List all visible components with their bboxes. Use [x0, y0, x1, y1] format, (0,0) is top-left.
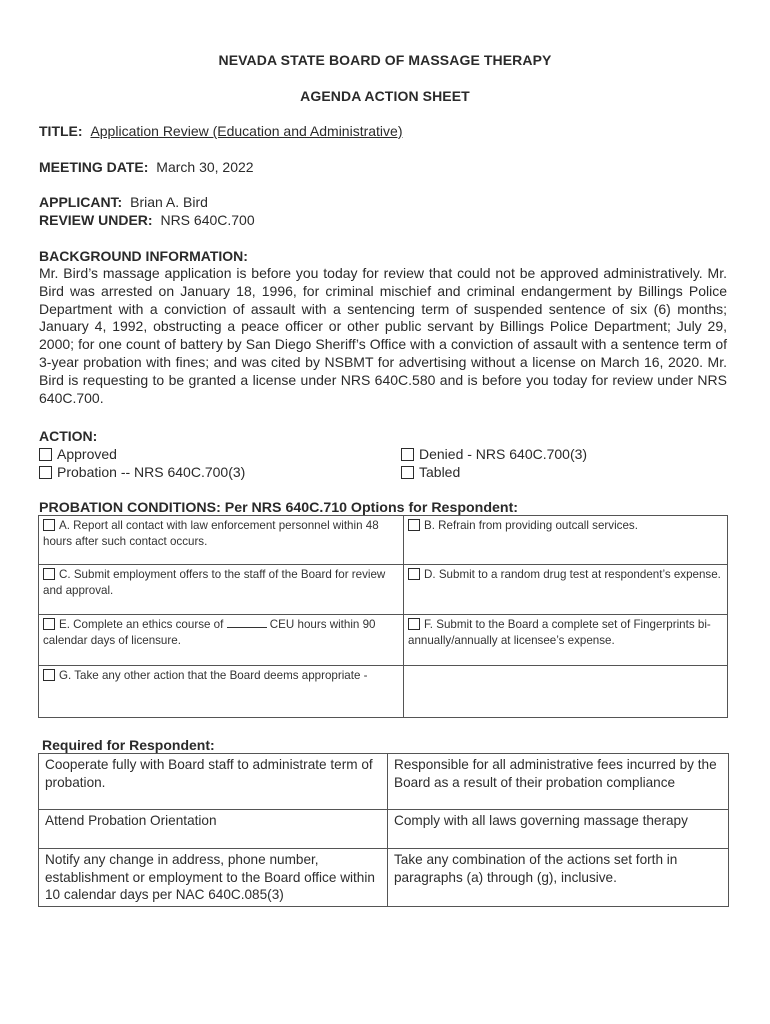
board-name: NEVADA STATE BOARD OF MASSAGE THERAPY [218, 52, 552, 68]
meeting-date-value: March 30, 2022 [156, 159, 254, 175]
tabled-label: Tabled [419, 464, 461, 480]
approved-checkbox[interactable] [39, 448, 52, 461]
condition-a-checkbox[interactable] [43, 519, 55, 531]
ceu-hours-blank[interactable] [227, 627, 267, 628]
condition-d-checkbox[interactable] [408, 568, 420, 580]
applicant-label: APPLICANT: [39, 194, 123, 210]
approved-label: Approved [57, 446, 117, 462]
action-tabled [401, 464, 460, 480]
condition-b-text: B. Refrain from providing outcall services. [424, 519, 638, 532]
probation-conditions-table [38, 515, 728, 718]
probation-label: Probation -- NRS 640C.700(3) [57, 464, 246, 480]
condition-g-text: G. Take any other action that the Board deems appropriate - [59, 669, 368, 682]
condition-b [404, 516, 728, 565]
condition-f-text: F. Submit to the Board a complete set of Fingerprints bi-annually/annually at licensee’s expense. [408, 618, 711, 647]
sheet-title: AGENDA ACTION SHEET [300, 88, 470, 104]
denied-label: Denied - NRS 640C.700(3) [419, 446, 588, 462]
condition-g-checkbox[interactable] [43, 669, 55, 681]
condition-c-text: C. Submit employment offers to the staff of the Board for review and approval. [43, 568, 386, 597]
condition-e-text-start: E. Complete an ethics course of [59, 618, 224, 631]
condition-a-text: A. Report all contact with law enforcement personnel within 48 hours after such contact occurs. [43, 519, 379, 548]
tabled-checkbox[interactable] [401, 466, 414, 479]
condition-f-checkbox[interactable] [408, 618, 420, 630]
required-table [38, 753, 729, 907]
action-approved [39, 446, 117, 462]
review-under-line [39, 212, 255, 228]
required-cell: Attend Probation Orientation [39, 810, 388, 849]
condition-a [39, 516, 404, 565]
required-cell: Take any combination of the actions set forth in paragraphs (a) through (g), inclusive. [388, 849, 729, 907]
condition-c [39, 565, 404, 615]
condition-e [39, 615, 404, 666]
required-cell: Notify any change in address, phone number, establishment or employment to the Board office within 10 calendar days per NAC 640C.085(3) [39, 849, 388, 907]
required-cell: Responsible for all administrative fees incurred by the Board as a result of their probation compliance [388, 754, 729, 810]
required-heading: Required for Respondent: [42, 737, 215, 753]
title-value: Application Review (Education and Administrative) [90, 123, 403, 139]
applicant-value: Brian A. Bird [130, 194, 208, 210]
denied-checkbox[interactable] [401, 448, 414, 461]
condition-g [39, 666, 404, 718]
background-text: Mr. Bird’s massage application is before you today for review that could not be approved administratively. Mr. Bird was arrested on January 18, 1996, for criminal mischief and criminal endangerment by Billings Police Department with a conviction of assault with a sentencing term of suspended sentence of six (6) months; January 4, 1992, obstructing a peace officer or other public servant by Billings Police Department; July 29, 2000; for one count of battery by San Diego Sheriff’s Office with a conviction of assault with a sentence term of 3-year probation with fines; and was cited by NSBMT for advertising without a license on March 16, 2020. Mr. Bird is requesting to be granted a license under NRS 640C.580 and is before you today for review under NRS 640C.700. [39, 265, 727, 406]
probation-checkbox[interactable] [39, 466, 52, 479]
required-cell: Comply with all laws governing massage therapy [388, 810, 729, 849]
background-heading: BACKGROUND INFORMATION: [39, 248, 248, 264]
meeting-date-line [39, 159, 254, 175]
meeting-date-label: MEETING DATE: [39, 159, 149, 175]
condition-f [404, 615, 728, 666]
review-under-value: NRS 640C.700 [160, 212, 255, 228]
action-heading: ACTION: [39, 428, 98, 444]
condition-c-checkbox[interactable] [43, 568, 55, 580]
condition-e-checkbox[interactable] [43, 618, 55, 630]
title-line [39, 123, 402, 139]
applicant-line [39, 194, 208, 210]
condition-d-text: D. Submit to a random drug test at respondent’s expense. [424, 568, 721, 581]
probation-conditions-heading: PROBATION CONDITIONS: Per NRS 640C.710 Options for Respondent: [39, 500, 519, 516]
review-under-label: REVIEW UNDER: [39, 212, 153, 228]
required-cell: Cooperate fully with Board staff to administrate term of probation. [39, 754, 388, 810]
condition-d [404, 565, 728, 615]
condition-empty [404, 666, 728, 718]
action-probation [39, 464, 245, 480]
action-denied [401, 446, 587, 462]
title-label: TITLE: [39, 123, 83, 139]
condition-e-text-end: CEU hours within 90 calendar days of licensure. [43, 618, 376, 647]
condition-b-checkbox[interactable] [408, 519, 420, 531]
